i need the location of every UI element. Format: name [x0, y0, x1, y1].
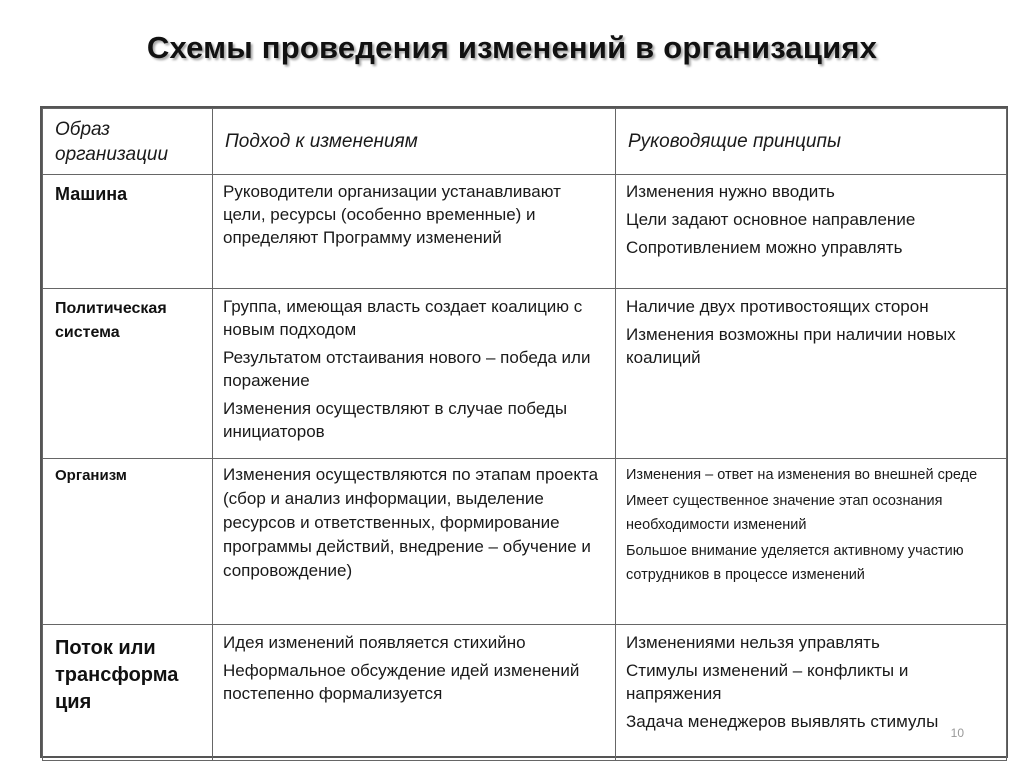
approach-text: Руководители организации устанавливают цели, ресурсы (особенно временные) и определяют Программу изменений: [223, 182, 561, 247]
approach-text: Изменения осуществляют в случае победы инициаторов: [223, 399, 568, 441]
principle-text: Задача менеджеров выявлять стимулы: [626, 712, 939, 731]
principles-cell: [616, 289, 1007, 459]
approach-text: Изменения осуществляются по этапам проекта (сбор и анализ информации, выделение ресурсов и ответственных, формирование программы действий, внедрение – обучение и сопровождение): [223, 465, 599, 580]
table-row: [43, 175, 1007, 289]
principle-text: Изменениями нельзя управлять: [626, 633, 880, 652]
principles-cell: [616, 459, 1007, 625]
principle-text: Стимулы изменений – конфликты и напряжения: [626, 661, 909, 703]
table-row: [43, 459, 1007, 625]
approach-text: Результатом отстаивания нового – победа или поражение: [223, 348, 591, 390]
approach-text: Идея изменений появляется стихийно: [223, 633, 526, 652]
principle-text: Большое внимание уделяется активному участию сотрудников в процессе изменений: [626, 543, 964, 583]
header-organization-image: Образ организации: [43, 109, 213, 175]
approach-text: Неформальное обсуждение идей изменений постепенно формализуется: [223, 661, 580, 703]
header-approach: Подход к изменениям: [213, 109, 616, 175]
principle-text: Изменения – ответ на изменения во внешней среде: [626, 467, 978, 483]
approach-cell: [213, 459, 616, 625]
principle-text: Изменения нужно вводить: [626, 182, 835, 201]
principle-text: Цели задают основное направление: [626, 210, 916, 229]
table-row: [43, 625, 1007, 761]
page-number: 10: [950, 726, 964, 740]
principles-cell: [616, 625, 1007, 761]
approach-text: Группа, имеющая власть создает коалицию с новым подходом: [223, 297, 583, 339]
table-header-row: [43, 109, 1007, 175]
schemes-table: [40, 106, 1008, 758]
principle-text: Сопротивлением можно управлять: [626, 238, 903, 257]
row-name: Машина: [43, 175, 213, 289]
approach-cell: [213, 175, 616, 289]
approach-cell: [213, 289, 616, 459]
principles-cell: [616, 175, 1007, 289]
row-name: Политическая система: [43, 289, 213, 459]
page-title: Схемы проведения изменений в организациях: [146, 30, 878, 65]
table-row: [43, 289, 1007, 459]
row-name: Поток или трансформа ция: [43, 625, 213, 761]
row-name: Организм: [43, 459, 213, 625]
approach-cell: [213, 625, 616, 761]
principle-text: Наличие двух противостоящих сторон: [626, 297, 929, 316]
principle-text: Изменения возможны при наличии новых коалиций: [626, 325, 956, 367]
principle-text: Имеет существенное значение этап осознания необходимости изменений: [626, 493, 943, 533]
header-principles: Руководящие принципы: [616, 109, 1007, 175]
